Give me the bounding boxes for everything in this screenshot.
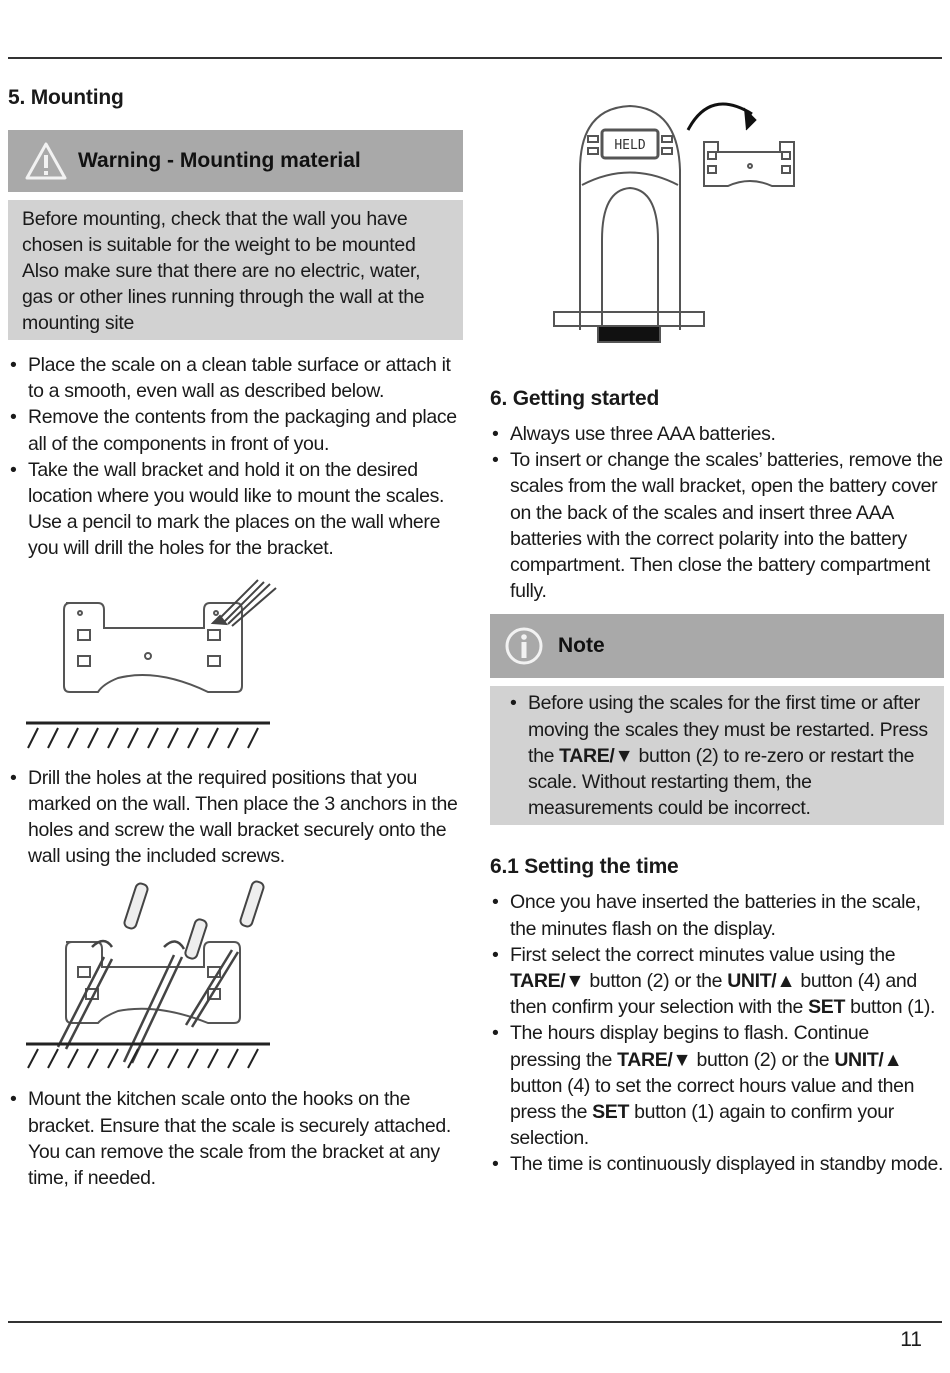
bracket-screwing-illustration [8,877,288,1072]
note-item: • Before using the scales for the first time or after moving the scales they must be restarted. Press the TARE/▼ button (2) to re-zero or restart the scale. Without restarting them, the measurements could be incorrect. [508,690,934,821]
info-icon [504,626,544,666]
list-item: • Once you have inserted the batteries in the scale, the minutes flash on the display. [490,889,944,941]
mounting-steps-list-c [8,1086,463,1191]
list-item: • Mount the kitchen scale onto the hooks on the bracket. Ensure that the scale is securely attached. You can remove the scale from the bracket at any time, if needed. [8,1086,463,1191]
note-body [490,686,944,825]
top-rule [8,57,942,59]
list-item: • The hours display begins to flash. Continue pressing the TARE/▼ button (2) or the UNIT/▲ button (4) to set the correct hours value and then press the SET button (1) again to confirm your selection. [490,1020,944,1151]
warning-header [8,130,463,192]
bottom-rule [8,1321,942,1323]
note-box [490,614,944,825]
list-item: • Take the wall bracket and hold it on the desired location where you would like to mount the scales. Use a pencil to mark the places on the wall where you will drill the holes for the bracket. [8,457,463,562]
warning-box [8,130,463,340]
list-item: • The time is continuously displayed in standby mode. [490,1151,944,1177]
section-5-heading: 5. Mounting [8,86,124,109]
note-title: Note [558,634,605,658]
section-6-1-heading: 6.1 Setting the time [490,855,679,879]
mounting-steps-list-a [8,352,463,562]
list-item: • Place the scale on a clean table surface or attach it to a smooth, even wall as described below. [8,352,463,404]
list-item: • Drill the holes at the required positions that you marked on the wall. Then place the 3 anchors in the holes and screw the wall bracket securely onto the wall using the included screws. [8,765,463,870]
bracket-marking-illustration [8,568,288,753]
note-header [490,614,944,678]
left-column [8,86,463,1191]
getting-started-list [490,421,944,604]
setting-time-list [490,889,944,1177]
scale-display-text: HELD [614,138,646,153]
list-item: • Remove the contents from the packaging and place all of the components in front of you. [8,404,463,456]
warning-triangle-icon [24,141,68,181]
scale-on-bracket-illustration [490,90,810,355]
list-item: • To insert or change the scales’ batteries, remove the scales from the wall bracket, open the battery cover on the back of the scales and insert three AAA batteries with the correct polarity into the battery compartment. Then close the battery compartment fully. [490,447,944,604]
right-column [490,90,944,1178]
warning-title: Warning - Mounting material [78,149,361,172]
warning-body: Before mounting, check that the wall you have chosen is suitable for the weight to be mounted Also make sure that there are no electric, water, gas or other lines running through the wall at the mounting site [8,200,463,340]
mounting-steps-list-b [8,765,463,870]
list-item: • Always use three AAA batteries. [490,421,944,447]
section-6-heading: 6. Getting started [490,387,660,410]
list-item: • First select the correct minutes value using the TARE/▼ button (2) or the UNIT/▲ button (4) and then confirm your selection with the SET button (1). [490,942,944,1021]
page-number: 11 [900,1328,922,1351]
